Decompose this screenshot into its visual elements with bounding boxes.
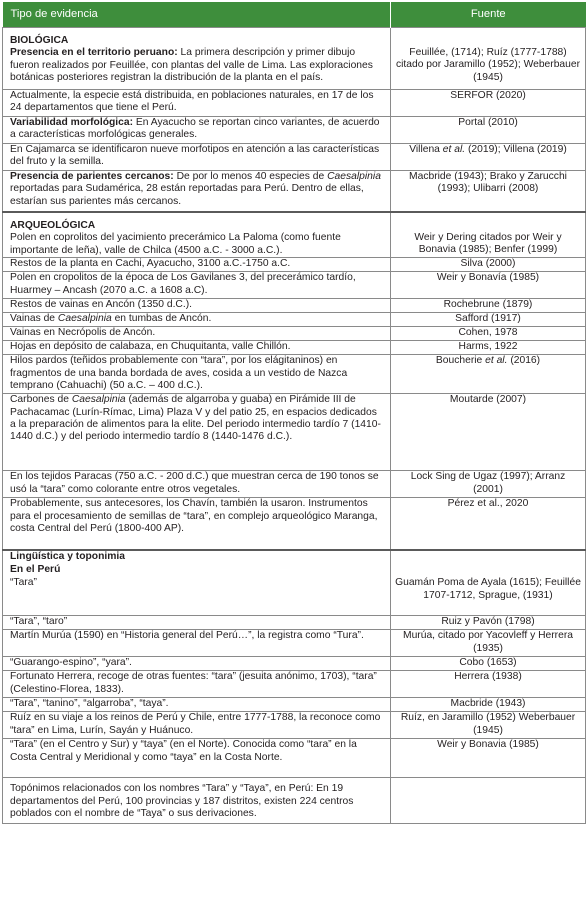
row-source [391, 778, 586, 824]
row-source: Safford (1917) [391, 313, 586, 327]
row-lead: Presencia en el territorio peruano: [10, 47, 178, 59]
row-source: SERFOR (2020) [391, 90, 586, 117]
table-row [3, 299, 586, 313]
table-row [3, 258, 586, 272]
row-source: Moutarde (2007) [391, 394, 586, 471]
row-source: Guamán Poma de Ayala (1615); Feuillée 1707-1712, Sprague, (1931) [391, 577, 586, 616]
evidence-table [2, 2, 586, 824]
row-source: Cohen, 1978 [391, 327, 586, 341]
table-header [3, 2, 586, 28]
table-row [3, 577, 586, 616]
row-source: Macbride (1943); Brako y Zarucchi (1993); Ulibarri (2008) [391, 171, 586, 213]
header-source: Fuente [391, 2, 586, 28]
table-row [3, 394, 586, 471]
row-text: La primera descripción y primer dibujo fueron realizados por Feuillée, con plantas del valle de Lima. Las exploraciones botánicas posteriores registran la distribución de la planta en el país. [10, 47, 373, 84]
row-source: Ruiz y Pavón (1798) [391, 616, 586, 630]
row-text-cont: reportadas para Sudamérica, 28 están reportadas para Perú. Dentro de ellas, estarían sus parientes más cercanos. [10, 183, 364, 207]
row-source: Lock Sing de Ugaz (1997); Arranz (2001) [391, 471, 586, 498]
row-text: En Cajamarca se identificaron nueve morfotipos en atención a las características del fruto y la semilla. [3, 144, 391, 171]
row-source-italic: et al. [485, 355, 508, 367]
table-row [3, 327, 586, 341]
row-source: Villena [409, 144, 443, 155]
row-text: Hojas en depósito de calabaza, en Chuquitanta, valle Chillón. [3, 341, 391, 355]
header-evidence-type: Tipo de evidencia [3, 2, 391, 28]
table-row [3, 212, 586, 258]
row-text: Topónimos relacionados con los nombres “Tara” y “Taya”, en Perú: En 19 departamentos del Perú, 100 provincias y 187 distritos, existen 224 centros poblados con el nombre de “Taya” o sus derivaciones. [10, 783, 354, 820]
row-text: “Tara”, “tanino”, “algarroba”, “taya”. [3, 698, 391, 712]
row-source: Feuillée, (1714); Ruíz (1777-1788) citado por Jaramillo (1952); Weberbauer (1945) [395, 47, 581, 83]
row-source-italic: et al. [442, 144, 466, 155]
row-text: En los tejidos Paracas (750 a.C. - 200 d.C.) que muestran cerca de 190 tonos se usó la “tara” como colorante entre otros vegetales. [3, 471, 391, 498]
row-source: Silva (2000) [391, 258, 586, 272]
row-source: Macbride (1943) [391, 698, 586, 712]
row-source: Ruíz, en Jaramillo (1952) Weberbauer (1945) [391, 712, 586, 739]
table-row [3, 498, 586, 551]
table-row [3, 630, 586, 657]
table-row [3, 341, 586, 355]
row-text: Fortunato Herrera, recoge de otras fuentes: “tara” (jesuita anónimo, 1703), “tara” (Celestino-Florea, 1833). [3, 671, 391, 698]
row-source: Weir y Bonavia (1985) [391, 739, 586, 778]
row-source: Portal (2010) [391, 117, 586, 144]
table-row [3, 739, 586, 778]
row-text: Actualmente, la especie está distribuida, en poblaciones naturales, en 17 de los 24 departamentos que tiene el Perú. [3, 90, 391, 117]
row-text: En Ayacucho se reportan cinco variantes, de acuerdo a características morfológicas generales. [10, 117, 380, 141]
row-source: Weir y Dering citados por Weir y Bonavia (1985); Benfer (1999) [414, 232, 562, 256]
row-text: Vainas en Necrópolis de Ancón. [3, 327, 391, 341]
row-lead: Presencia de parientes cercanos: [10, 171, 174, 182]
row-text: “Guarango-espino”, “yara”. [3, 657, 391, 671]
row-text: “Tara” [3, 577, 391, 616]
table-row [3, 90, 586, 117]
row-text-italic: Caesalpinia [327, 171, 381, 182]
row-source: Cobo (1653) [391, 657, 586, 671]
table-row [3, 28, 586, 90]
table-row [3, 778, 586, 824]
table-row [3, 272, 586, 299]
row-source: Harms, 1922 [391, 341, 586, 355]
table-row [3, 698, 586, 712]
row-text: Polen en coprolitos del yacimiento precerámico La Paloma (como fuente importante de leña), valle de Chilca (4500 a.C. - 3000 a.C.). [10, 232, 341, 256]
section-title-biologica: BIOLÓGICA [10, 35, 69, 46]
table-row [3, 550, 586, 577]
section-title-arqueologica: ARQUEOLÓGICA [10, 220, 96, 231]
table-row [3, 313, 586, 327]
table-row [3, 671, 586, 698]
row-text: Vainas de [10, 313, 58, 325]
section-subtitle: En el Perú [10, 563, 61, 575]
row-source-cont: (2016) [507, 355, 541, 367]
row-source: Rochebrune (1879) [391, 299, 586, 313]
row-text: Martín Murúa (1590) en “Historia general del Perú…”, la registra como “Tura”. [3, 630, 391, 657]
row-text-italic: Caesalpinia [71, 394, 126, 406]
row-text: Probablemente, sus antecesores, los Chavín, también la usaron. Instrumentos para el procesamiento de semillas de “tara”, en complejo arqueológico Maranga, costa Central del Perú (1800-400 AP). [3, 498, 391, 551]
row-text: De por lo menos 40 especies de [173, 171, 328, 182]
row-source: Pérez et al., 2020 [391, 498, 586, 551]
row-text-italic: Caesalpinia [57, 313, 112, 325]
table-row [3, 117, 586, 144]
row-source: Weir y Bonavía (1985) [391, 272, 586, 299]
row-lead: Variabilidad morfológica: [10, 117, 134, 128]
table-row [3, 616, 586, 630]
row-text: Carbones de [10, 394, 72, 406]
row-text: Restos de la planta en Cachi, Ayacucho, 3100 a.C.-1750 a.C. [3, 258, 391, 272]
table-row [3, 657, 586, 671]
table-row [3, 471, 586, 498]
row-text: “Tara”, “taro” [3, 616, 391, 630]
row-text: Ruíz en su viaje a los reinos de Perú y Chile, entre 1777-1788, la reconoce como “tara” en Lima, Lurín, Sayán y Huánuco. [3, 712, 391, 739]
row-source: Herrera (1938) [391, 671, 586, 698]
row-text: Restos de vainas en Ancón (1350 d.C.). [3, 299, 391, 313]
row-text-cont: en tumbas de Ancón. [111, 313, 212, 325]
row-text: “Tara” (en el Centro y Sur) y “taya” (en el Norte). Conocida como “tara” en la Costa Central y Meridional y como “taya” en la Costa Norte. [3, 739, 391, 778]
row-source-cont: (2019); Villena (2019) [465, 144, 567, 155]
row-text: Hilos pardos (teñidos probablemente con “tara”, por los elágitaninos) en fragmentos de una banda bordada de aves, cosida a un vestido de Nazca temprano (Cahuachi) (50 a.C. – 400 d.C.). [3, 355, 391, 394]
table-row [3, 144, 586, 171]
table-row [3, 355, 586, 394]
row-text: Polen en cropolitos de la época de Los Gavilanes 3, del precerámico tardío, Huarmey – Ancash (2070 a.C. a 1608 a.C). [3, 272, 391, 299]
table-row [3, 712, 586, 739]
table-row [3, 171, 586, 213]
section-title-linguistica: Lingüística y toponimia [10, 551, 125, 563]
row-source: Boucherie [435, 355, 486, 367]
row-text-cont: (además de algarroba y guaba) en Pirámide III de Pachacamac (Lurín-Rímac, Lima) Plaza V y del patio 25, en espacios dedicados a la preparación de alimentos para la elite. Del periodo intermedio tardío 7 (1410-1440 d.C.) y del periodo intermedio tardío 8 (1440-1476 d.C.). [10, 394, 381, 443]
row-source: Murúa, citado por Yacovleff y Herrera (1935) [391, 630, 586, 657]
